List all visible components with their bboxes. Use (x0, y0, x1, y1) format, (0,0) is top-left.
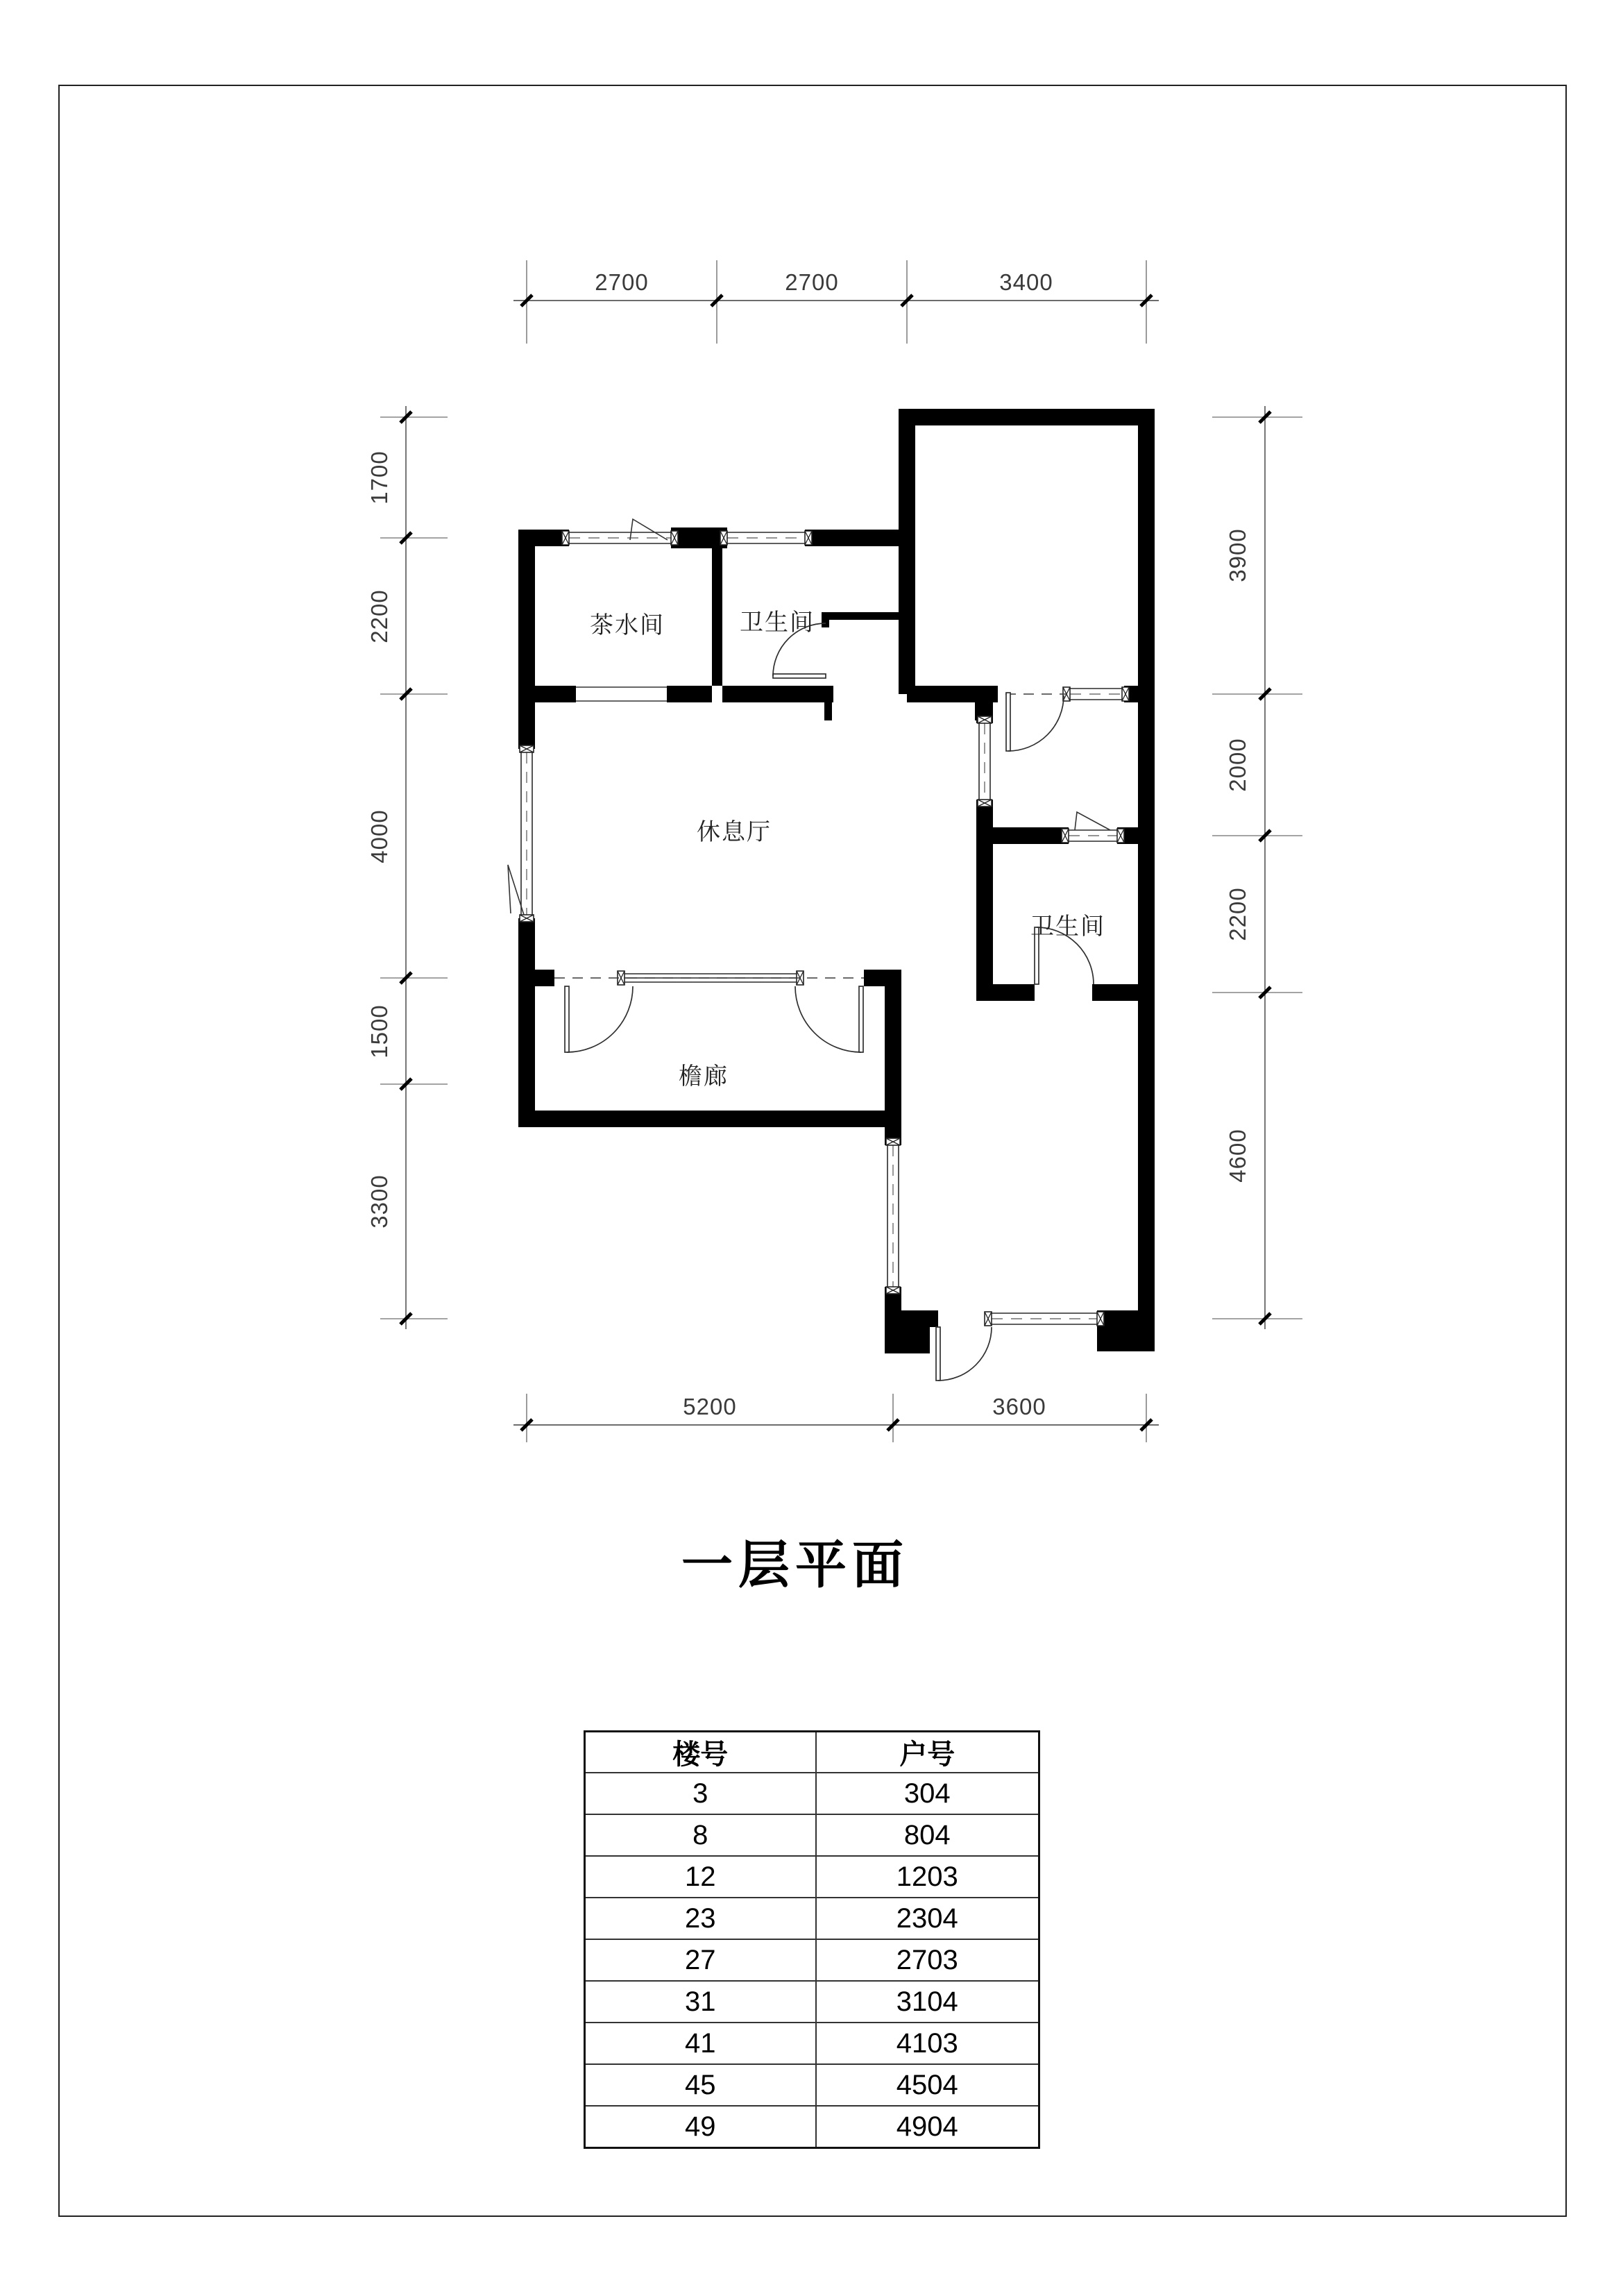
table-header-row (585, 1732, 1039, 1773)
building-number: 8 (585, 1814, 816, 1856)
dimension-right (1212, 406, 1302, 1329)
table-row (585, 1981, 1039, 2023)
svg-text:3600: 3600 (992, 1394, 1046, 1419)
building-number: 12 (585, 1856, 816, 1898)
table-row (585, 1773, 1039, 1814)
col-header-unit: 户号 (816, 1732, 1039, 1773)
table-row (585, 2023, 1039, 2064)
svg-text:3300: 3300 (366, 1174, 392, 1229)
unit-number: 4504 (816, 2064, 1039, 2106)
svg-text:3400: 3400 (999, 269, 1053, 295)
table-row (585, 1856, 1039, 1898)
building-number: 27 (585, 1939, 816, 1981)
room-label-tea: 茶水间 (590, 612, 665, 639)
building-number: 41 (585, 2023, 816, 2064)
unit-number: 2703 (816, 1939, 1039, 1981)
unit-number: 1203 (816, 1856, 1039, 1898)
unit-number: 804 (816, 1814, 1039, 1856)
unit-number: 2304 (816, 1898, 1039, 1939)
building-number: 31 (585, 1981, 816, 2023)
svg-text:3900: 3900 (1225, 528, 1250, 582)
dimension-bottom (513, 1394, 1159, 1442)
svg-text:2000: 2000 (1225, 738, 1250, 792)
building-number: 3 (585, 1773, 816, 1814)
room-label-bath-lower: 卫生间 (1030, 913, 1105, 940)
svg-text:4000: 4000 (366, 809, 392, 863)
table-row (585, 1898, 1039, 1939)
unit-number: 4103 (816, 2023, 1039, 2064)
svg-text:4600: 4600 (1225, 1129, 1250, 1183)
casement-flap-icons (508, 519, 1110, 915)
drawing-title: 一层平面 (681, 1536, 909, 1594)
svg-text:2700: 2700 (785, 269, 839, 295)
svg-text:2200: 2200 (366, 589, 392, 643)
unit-number: 3104 (816, 1981, 1039, 2023)
building-number: 49 (585, 2106, 816, 2148)
svg-text:2200: 2200 (1225, 887, 1250, 941)
doors (554, 623, 1094, 1381)
unit-table (584, 1730, 1040, 2149)
walls (518, 409, 1155, 1353)
room-label-bath-upper: 卫生间 (740, 609, 815, 636)
svg-text:5200: 5200 (683, 1394, 737, 1419)
svg-text:1500: 1500 (366, 1004, 392, 1058)
wall-openings (576, 687, 667, 701)
unit-number: 4904 (816, 2106, 1039, 2148)
building-number: 23 (585, 1898, 816, 1939)
col-header-building: 楼号 (585, 1732, 816, 1773)
svg-text:2700: 2700 (595, 269, 649, 295)
room-label-lounge: 休息厅 (697, 819, 772, 845)
svg-text:1700: 1700 (366, 450, 392, 505)
table-row (585, 2064, 1039, 2106)
dimension-left (366, 406, 448, 1329)
building-number: 45 (585, 2064, 816, 2106)
table-row (585, 2106, 1039, 2148)
room-label-veranda: 檐廊 (679, 1063, 729, 1090)
room-labels (590, 609, 1105, 1090)
unit-number: 304 (816, 1773, 1039, 1814)
table-row (585, 1814, 1039, 1856)
table-row (585, 1939, 1039, 1981)
dimension-top (513, 260, 1159, 344)
